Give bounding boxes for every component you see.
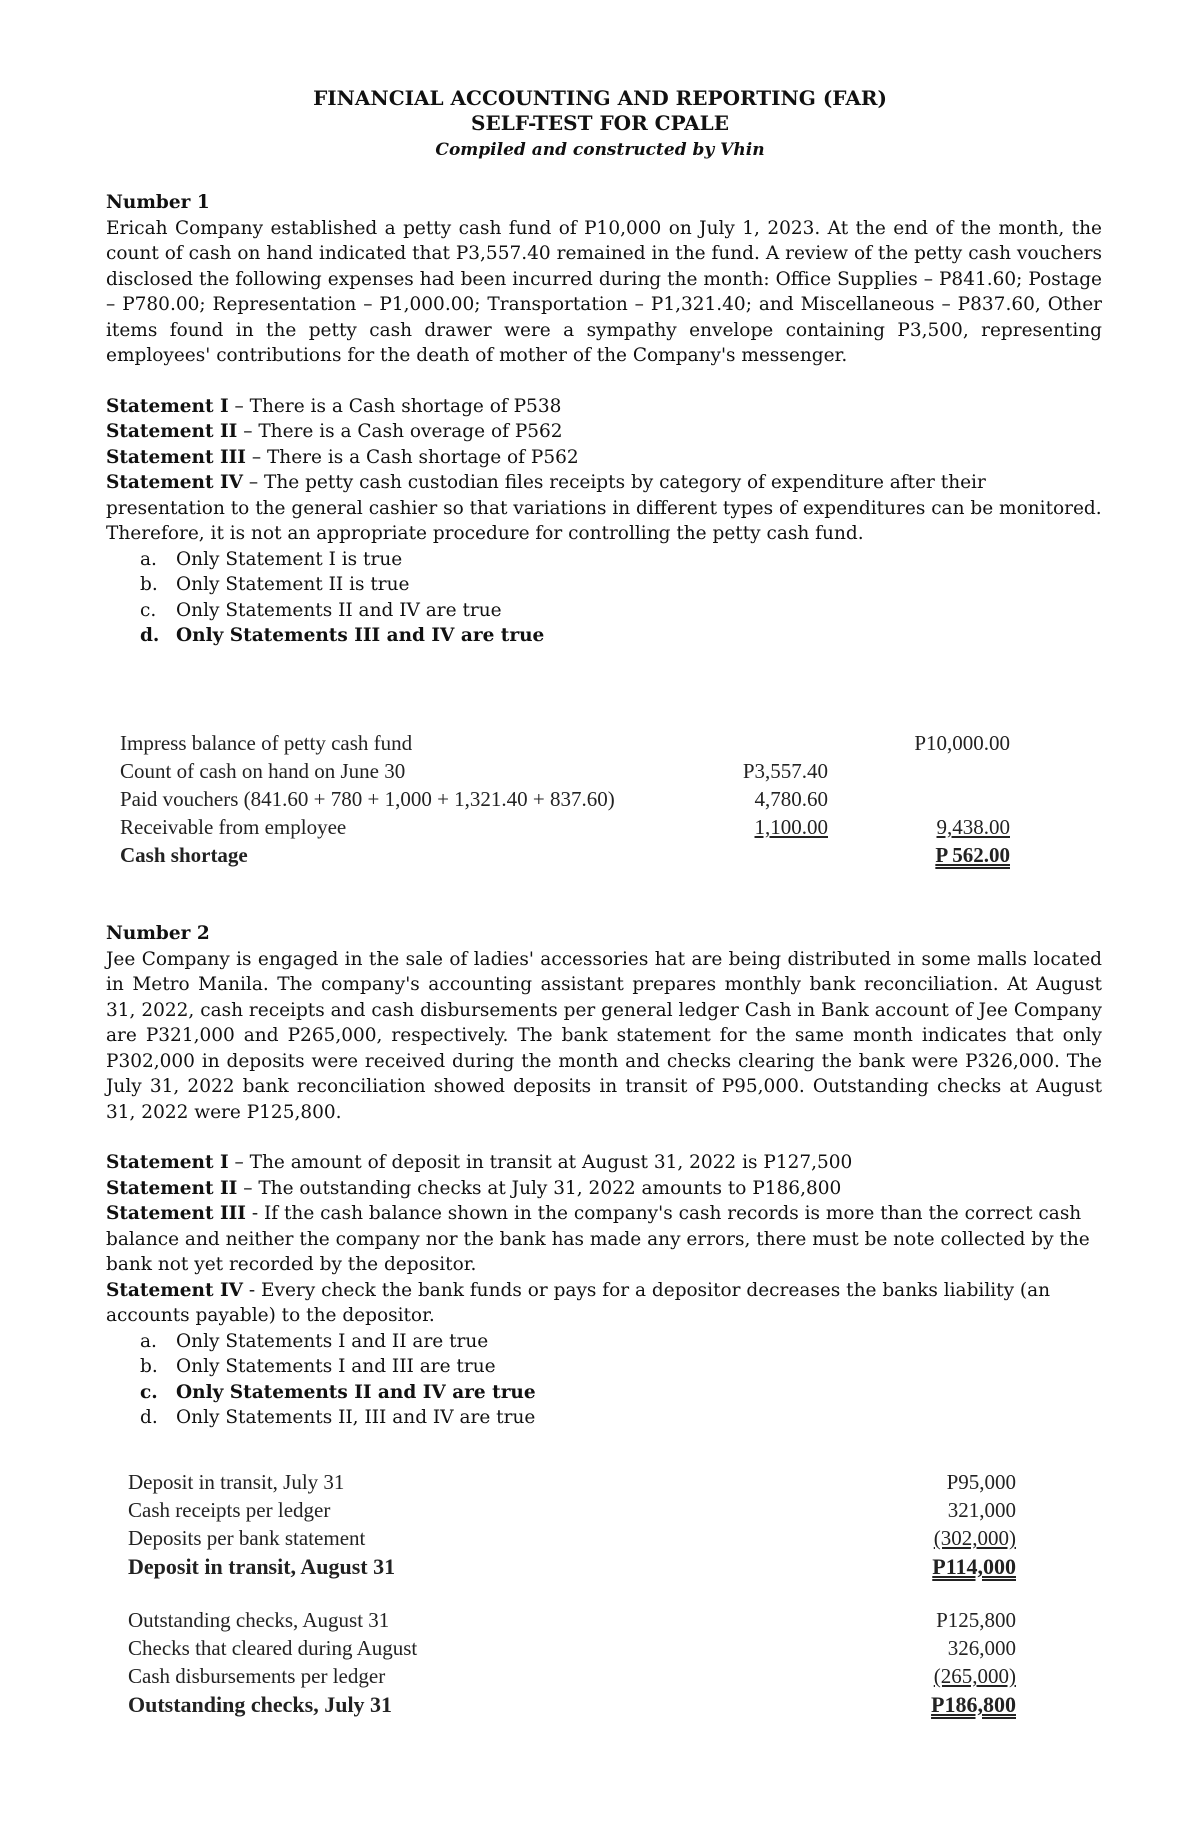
table-row	[120, 787, 1010, 815]
row-label: Deposit in transit, August 31	[128, 1554, 396, 1579]
row-label: Cash shortage	[120, 843, 248, 867]
statement	[106, 1201, 1102, 1278]
table-row	[128, 1608, 1016, 1636]
table-row-total	[128, 1692, 1016, 1720]
statement-label: Statement I	[106, 1152, 229, 1173]
table-row	[120, 815, 1010, 843]
statement-text: – The outstanding checks at July 31, 2022 amounts to P186,800	[237, 1177, 842, 1199]
statement-text: - Every check the bank funds or pays for a depositor decreases the banks liability (an accounts payable) to the depositor.	[106, 1279, 1051, 1326]
document-subtitle: SELF-TEST FOR CPALE	[471, 111, 729, 135]
row-value-total: P 562.00	[935, 843, 1010, 867]
table-row-total	[120, 843, 1010, 871]
question-2	[106, 921, 1102, 1431]
statement-label: Statement IV	[106, 1279, 243, 1301]
row-value: P125,800	[936, 1608, 1016, 1632]
table-row	[128, 1526, 1016, 1554]
choice-letter: a.	[140, 548, 157, 570]
row-value: P3,557.40	[742, 759, 828, 783]
choice-letter: c.	[140, 1381, 158, 1403]
row-label: Outstanding checks, August 31	[128, 1608, 390, 1632]
choice-item	[106, 1329, 1102, 1355]
statement-label: Statement II	[106, 421, 238, 442]
statement-label: Statement II	[106, 1177, 238, 1199]
question-paragraph: Jee Company is engaged in the sale of ladies' accessories hat are being distributed in some malls located in Metro Manila. The company's accounting assistant prepares monthly bank reconciliation. At August 31, 2022, cash receipts and cash disbursements per general ledger Cash in Bank account of Jee Company are P321,000 and P265,000, respectively. The bank statement for the same month indicates that only P302,000 in deposits were received during the month and checks clearing the bank were P326,000. The July 31, 2022 bank reconciliation showed deposits in transit of P95,000. Outstanding checks at August 31, 2022 were P125,800.	[106, 948, 1102, 1123]
question-number: Number 1	[106, 192, 210, 213]
row-value: (265,000)	[933, 1664, 1016, 1688]
choice-text: Only Statements II and IV are true	[176, 1381, 536, 1403]
row-value-total: P10,000.00	[914, 731, 1010, 755]
table-row	[128, 1664, 1016, 1692]
question-1	[106, 190, 1102, 649]
choice-item	[106, 1405, 1102, 1431]
row-label: Cash disbursements per ledger	[128, 1664, 386, 1688]
choice-letter: b.	[140, 574, 158, 595]
row-label: Paid vouchers (841.60 + 780 + 1,000 + 1,321.40 + 837.60)	[120, 787, 615, 811]
statement-text: – There is a Cash overage of P562	[237, 421, 563, 442]
choice-text: Only Statement II is true	[176, 574, 410, 595]
choice-item-correct	[106, 1380, 1102, 1406]
statement	[106, 1278, 1102, 1329]
choice-text: Only Statement I is true	[176, 548, 403, 570]
row-value: P186,800	[931, 1692, 1016, 1717]
row-label: Receivable from employee	[120, 815, 347, 839]
row-value: 1,100.00	[754, 815, 828, 839]
choice-text: Only Statements II, III and IV are true	[176, 1407, 536, 1428]
row-value: 321,000	[947, 1498, 1016, 1522]
choice-letter: c.	[140, 599, 157, 621]
statement	[106, 419, 1102, 445]
table-row	[128, 1636, 1016, 1664]
statement	[106, 445, 1102, 471]
choice-list	[106, 1329, 1102, 1431]
table-row	[120, 759, 1010, 787]
statement-text: – The amount of deposit in transit at August 31, 2022 is P127,500	[228, 1152, 853, 1173]
row-label: Outstanding checks, July 31	[128, 1692, 393, 1717]
choice-text: Only Statements II and IV are true	[176, 599, 502, 621]
statement-text: – There is a Cash shortage of P538	[228, 395, 562, 417]
choice-item	[106, 572, 1102, 598]
choice-list	[106, 547, 1102, 649]
choice-text: Only Statements I and III are true	[176, 1356, 496, 1377]
row-value: 4,780.60	[754, 787, 828, 811]
document-credit: Compiled and constructed by Vhin	[435, 140, 765, 160]
question-number: Number 2	[106, 923, 210, 944]
statement-label: Statement IV	[106, 472, 243, 493]
row-value: 326,000	[947, 1636, 1016, 1660]
document-header	[0, 86, 1200, 162]
table-row	[120, 731, 1010, 759]
choice-letter: a.	[140, 1330, 157, 1352]
row-label: Deposit in transit, July 31	[128, 1470, 345, 1494]
document-title: FINANCIAL ACCOUNTING AND REPORTING (FAR)	[313, 86, 887, 110]
row-value: P95,000	[946, 1470, 1016, 1494]
table-row	[128, 1470, 1016, 1498]
statement-label: Statement III	[106, 1203, 246, 1224]
table-row-total	[128, 1554, 1016, 1582]
statement-label: Statement III	[106, 446, 246, 468]
choice-letter: d.	[140, 1407, 158, 1428]
choice-text: Only Statements III and IV are true	[176, 625, 545, 646]
choice-item-correct	[106, 623, 1102, 649]
table-row	[128, 1498, 1016, 1526]
statement	[106, 1176, 1102, 1202]
choice-item	[106, 1354, 1102, 1380]
choice-letter: d.	[140, 625, 160, 646]
question-paragraph: Ericah Company established a petty cash fund of P10,000 on July 1, 2023. At the end of the month, the count of cash on hand indicated that P3,557.40 remained in the fund. A review of the petty cash vouchers disclosed the following expenses had been incurred during the month: Office Supplies – P841.60; Postage – P780.00; Representation – P1,000.00; Transportation – P1,321.40; and Miscellaneous – P837.60, Other items found in the petty cash drawer were a sympathy envelope containing P3,500, representing employees' contributions for the death of mother of the Company's messenger.	[106, 217, 1102, 366]
statement-text: – The petty cash custodian files receipts by category of expenditure after their presentation to the general cashier so that variations in different types of expenditures can be monitored. Therefore, it is not an appropriate procedure for controlling the petty cash fund.	[106, 472, 1102, 544]
row-value: P114,000	[932, 1554, 1016, 1579]
row-label: Count of cash on hand on June 30	[120, 759, 406, 783]
choice-letter: b.	[140, 1356, 158, 1377]
statement-label: Statement I	[106, 395, 229, 417]
row-value: (302,000)	[933, 1526, 1016, 1550]
row-label: Checks that cleared during August	[128, 1636, 418, 1660]
row-label: Impress balance of petty cash fund	[120, 731, 413, 755]
statement-text: – There is a Cash shortage of P562	[245, 446, 579, 468]
statement	[106, 394, 1102, 420]
row-value-total: 9,438.00	[936, 815, 1010, 839]
row-label: Cash receipts per ledger	[128, 1498, 331, 1522]
choice-text: Only Statements I and II are true	[176, 1330, 489, 1352]
statement	[106, 470, 1102, 547]
row-label: Deposits per bank statement	[128, 1526, 366, 1550]
statement-text: - If the cash balance shown in the company's cash records is more than the correct cash balance and neither the company nor the bank has made any errors, there must be note collected by the bank not yet recorded by the depositor.	[106, 1203, 1090, 1275]
choice-item	[106, 547, 1102, 573]
statement	[106, 1150, 1102, 1176]
choice-item	[106, 598, 1102, 624]
